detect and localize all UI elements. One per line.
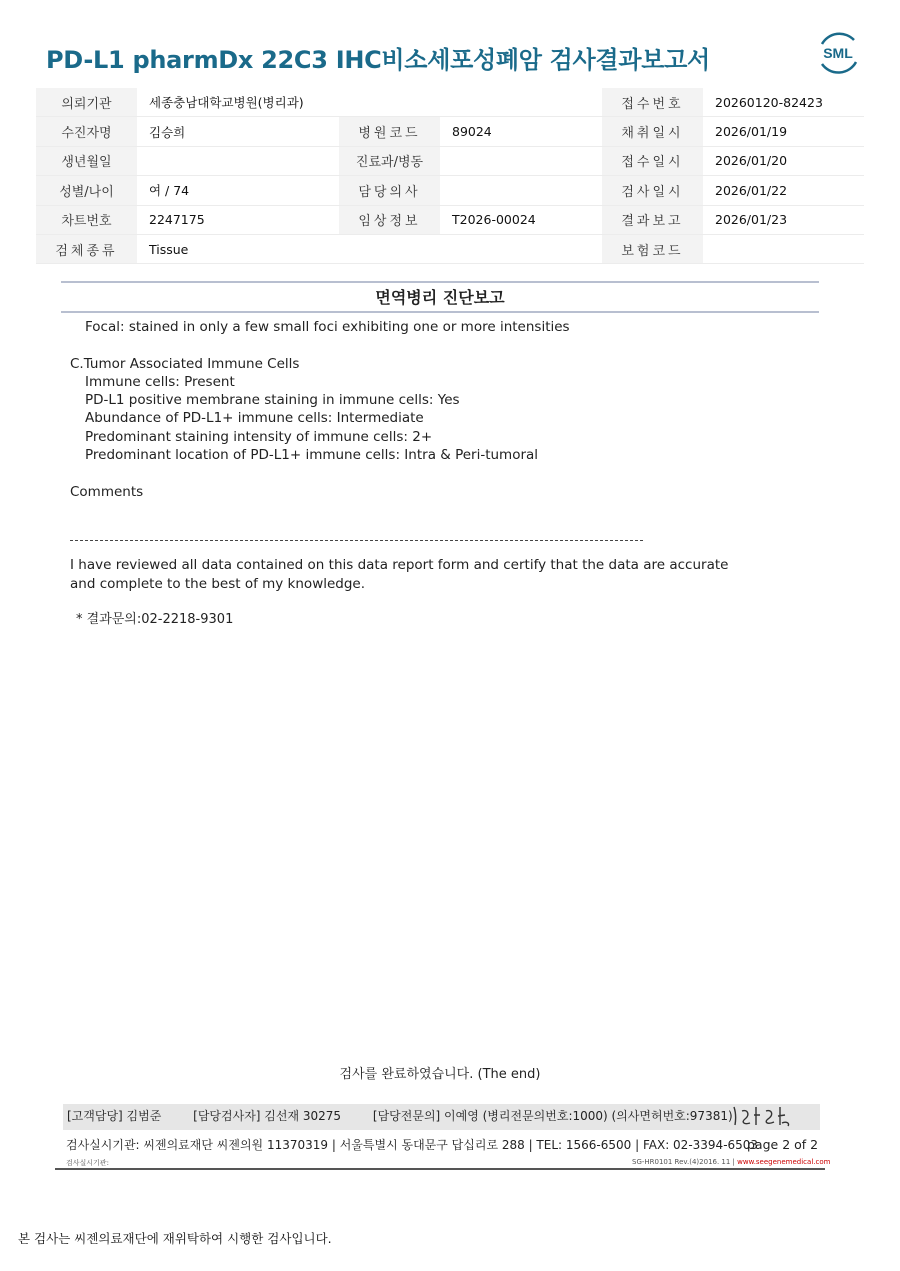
staff-bar [63, 1104, 820, 1130]
info-row [36, 234, 864, 263]
value-chart-number: 2247175 [137, 205, 339, 234]
label-sex-age: 성별/나이 [36, 176, 137, 205]
label-clinical-info: 임상정보 [339, 205, 440, 234]
value-department [440, 146, 602, 175]
consignment-note: 본 검사는 씨젠의료재단에 재위탁하여 시행한 검사입니다. [18, 1231, 332, 1246]
footer-divider [55, 1168, 825, 1170]
sml-logo [814, 30, 862, 76]
specialist-name: [담당전문의] 이예영 (병리전문의번호:1000) (의사면허번호:97381) [372, 1109, 733, 1123]
info-row [36, 117, 864, 146]
value-specimen-type: Tissue [137, 234, 602, 263]
value-requesting-institution: 세종충남대학교병원(병리과) [137, 88, 602, 117]
footer-small-label: 검사실시기관: [66, 1159, 109, 1167]
value-attending-doctor [440, 176, 602, 205]
info-row [36, 176, 864, 205]
tumor-immune-heading: C.Tumor Associated Immune Cells [70, 356, 300, 372]
label-patient-name: 수진자명 [36, 117, 137, 146]
result-inquiry: * 결과문의:02-2218-9301 [76, 612, 234, 627]
value-result-report: 2026/01/23 [703, 205, 864, 234]
label-hospital-code: 병원코드 [339, 117, 440, 146]
label-insurance-code: 보험코드 [602, 234, 703, 263]
tester-name: [담당검사자] 김선재 30275 [193, 1109, 342, 1123]
patient-info-table [36, 88, 864, 264]
value-insurance-code [703, 234, 864, 263]
label-received-date: 접수일시 [602, 146, 703, 175]
signature-icon [730, 1103, 794, 1129]
report-line: PD-L1 positive membrane staining in immune cells: Yes [85, 392, 460, 408]
report-line: Immune cells: Present [85, 374, 235, 390]
label-department: 진료과/병동 [339, 146, 440, 175]
value-test-date: 2026/01/22 [703, 176, 864, 205]
info-row [36, 88, 864, 117]
certification-line-1: I have reviewed all data contained on this data report form and certify that the data are accurate [70, 557, 729, 573]
report-line: Predominant staining intensity of immune cells: 2+ [85, 429, 433, 445]
svg-text:SML: SML [823, 45, 853, 61]
report-title: PD-L1 pharmDx 22C3 IHC비소세포성폐암 검사결과보고서 [46, 46, 710, 74]
page-number: page 2 of 2 [747, 1137, 819, 1152]
label-attending-doctor: 담당의사 [339, 176, 440, 205]
report-line: Predominant location of PD-L1+ immune cells: Intra & Peri-tumoral [85, 447, 539, 463]
form-code-text: SG-HR0101 Rev.(4)2016. 11 | [632, 1158, 735, 1166]
value-hospital-code: 89024 [440, 117, 602, 146]
label-requesting-institution: 의뢰기관 [36, 88, 137, 117]
value-birth-date [137, 146, 339, 175]
dashed-separator [70, 540, 643, 541]
info-row [36, 205, 864, 234]
website-link[interactable]: www.seegenemedical.com [737, 1158, 831, 1166]
section-title: 면역병리 진단보고 [375, 288, 505, 307]
label-test-date: 검사일시 [602, 176, 703, 205]
certification-line-2: and complete to the best of my knowledge. [70, 576, 366, 592]
end-notice: 검사를 완료하였습니다. (The end) [339, 1067, 541, 1082]
comments-label: Comments [70, 484, 144, 500]
value-received-date: 2026/01/20 [703, 146, 864, 175]
value-sex-age: 여 / 74 [137, 176, 339, 205]
label-specimen-type: 검체종류 [36, 234, 137, 263]
info-row [36, 146, 864, 175]
label-birth-date: 생년월일 [36, 146, 137, 175]
label-reception-number: 접수번호 [602, 88, 703, 117]
focal-text: Focal: stained in only a few small foci exhibiting one or more intensities [85, 319, 570, 335]
testing-institution: 검사실시기관: 씨젠의료재단 씨젠의원 11370319 | 서울특별시 동대문구 답십리로 288 | TEL: 1566-6500 | FAX: 02-3394-6503 [66, 1138, 759, 1152]
section-divider-top [61, 281, 819, 283]
label-chart-number: 차트번호 [36, 205, 137, 234]
value-clinical-info: T2026-00024 [440, 205, 602, 234]
value-collection-date: 2026/01/19 [703, 117, 864, 146]
specialist-signature [730, 1103, 794, 1134]
section-divider-bottom [61, 311, 819, 313]
label-collection-date: 채취일시 [602, 117, 703, 146]
label-result-report: 결과보고 [602, 205, 703, 234]
value-patient-name: 김승희 [137, 117, 339, 146]
report-line: Abundance of PD-L1+ immune cells: Intermediate [85, 410, 424, 426]
customer-contact: [고객담당] 김범준 [67, 1109, 162, 1123]
value-reception-number: 20260120-82423 [703, 88, 864, 117]
form-code [632, 1158, 830, 1166]
